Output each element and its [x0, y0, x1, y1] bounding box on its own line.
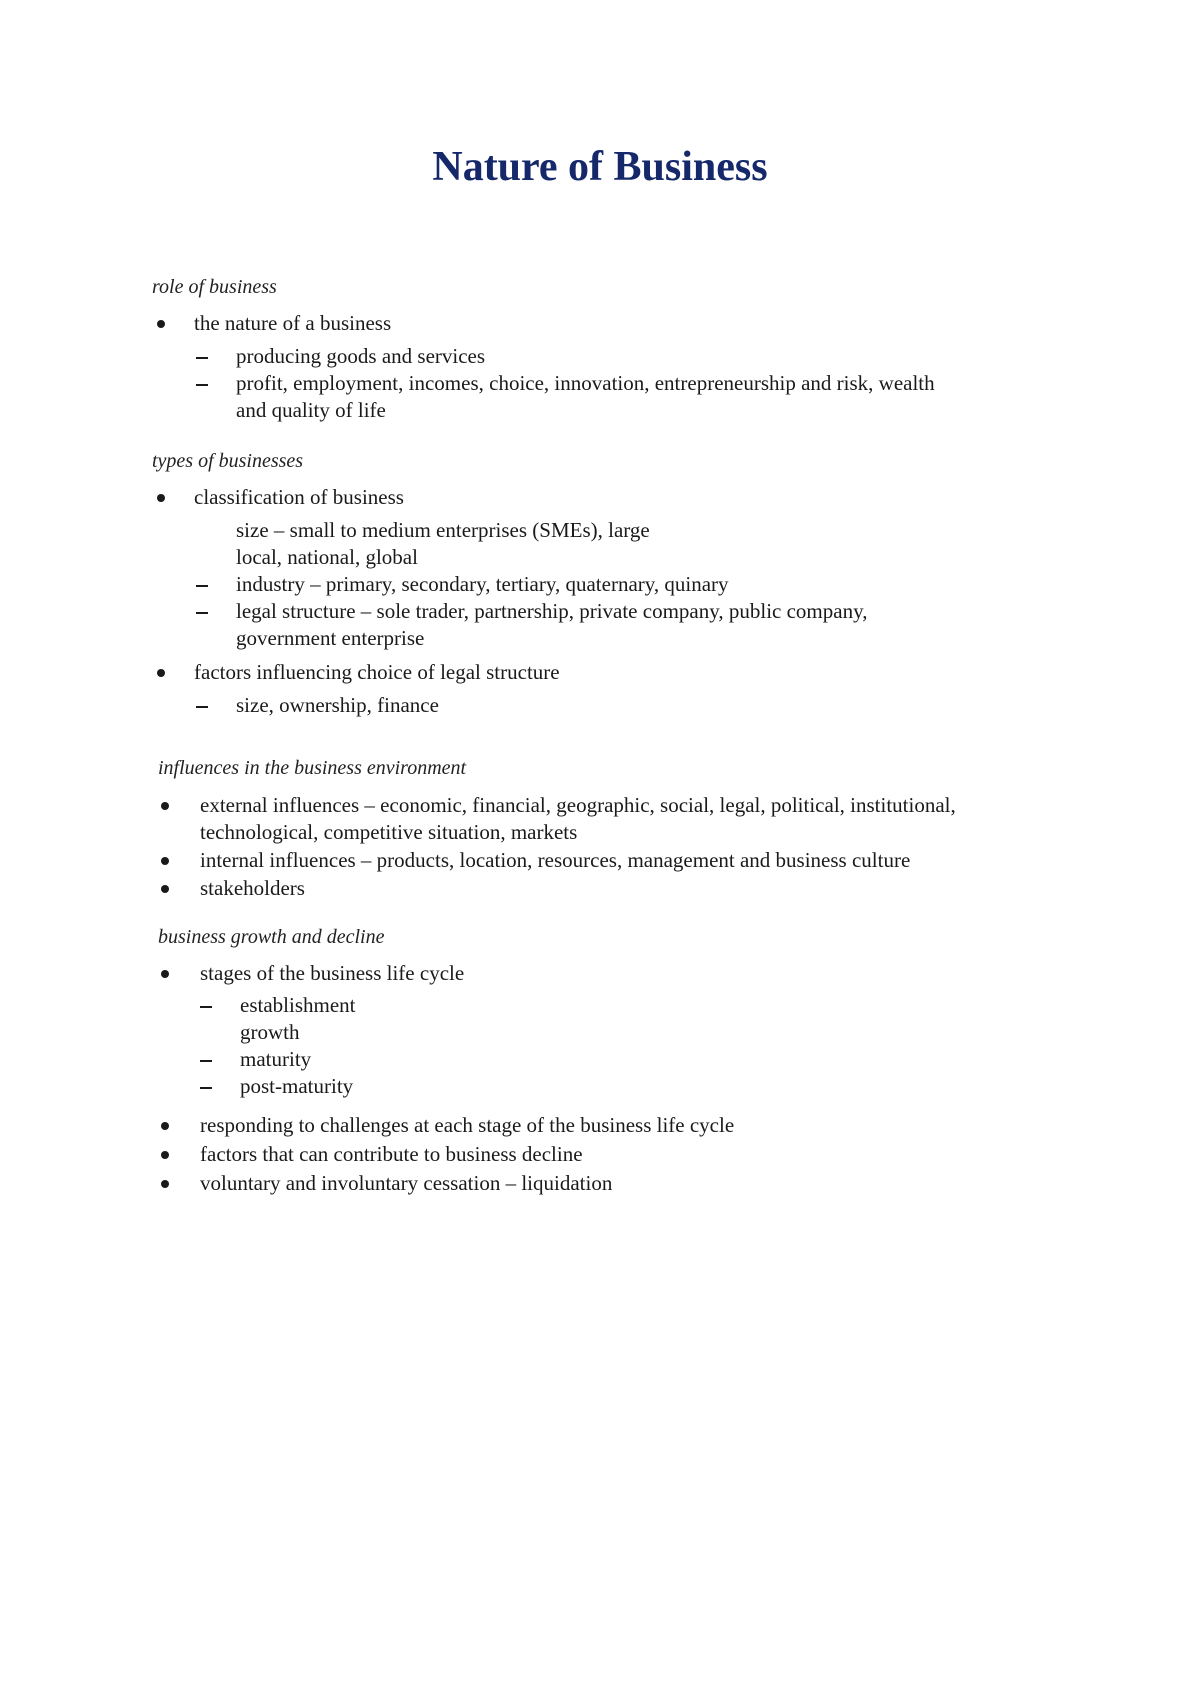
sub-list-item: local, national, global [236, 545, 418, 569]
dash-icon [196, 706, 208, 708]
bullet-icon [157, 669, 165, 677]
list-item: factors influencing choice of legal structure [194, 660, 560, 684]
bullet-icon [161, 1122, 169, 1130]
dash-icon [196, 384, 208, 386]
sub-list-item: size – small to medium enterprises (SMEs), large [236, 518, 650, 542]
section-heading: business growth and decline [158, 926, 385, 948]
bullet-icon [161, 857, 169, 865]
list-item: the nature of a business [194, 311, 392, 335]
sub-list-item: legal structure – sole trader, partnership, private company, public company, [236, 599, 868, 623]
bullet-icon [161, 970, 169, 978]
list-item: voluntary and involuntary cessation – liquidation [200, 1171, 613, 1195]
sub-list-item: size, ownership, finance [236, 693, 439, 717]
section-heading: role of business [152, 276, 277, 298]
list-item: external influences – economic, financial, geographic, social, legal, political, institutional, [200, 793, 956, 817]
dash-icon [196, 612, 208, 614]
dash-icon [200, 1060, 212, 1062]
bullet-icon [161, 885, 169, 893]
page-title: Nature of Business [432, 144, 768, 190]
dash-icon [200, 1006, 212, 1008]
sub-list-item-continuation: and quality of life [236, 398, 386, 422]
list-item: classification of business [194, 485, 404, 509]
sub-list-item: producing goods and services [236, 344, 486, 368]
sub-list-item: industry – primary, secondary, tertiary, quaternary, quinary [236, 572, 729, 596]
section-heading: influences in the business environment [158, 757, 467, 779]
list-item: stages of the business life cycle [200, 961, 465, 985]
list-item: internal influences – products, location, resources, management and business culture [200, 848, 911, 872]
list-item: responding to challenges at each stage of the business life cycle [200, 1113, 735, 1137]
dash-icon [196, 357, 208, 359]
sub-list-item: maturity [240, 1047, 312, 1071]
list-item: factors that can contribute to business decline [200, 1142, 583, 1166]
bullet-icon [161, 1151, 169, 1159]
sub-list-item: establishment [240, 993, 356, 1017]
list-item: stakeholders [200, 876, 305, 900]
sub-list-item: profit, employment, incomes, choice, innovation, entrepreneurship and risk, wealth [236, 371, 935, 395]
bullet-icon [161, 1180, 169, 1188]
section-heading: types of businesses [152, 450, 304, 472]
bullet-icon [157, 494, 165, 502]
sub-list-item: growth [240, 1020, 300, 1044]
dash-icon [200, 1087, 212, 1089]
sub-list-item-continuation: government enterprise [236, 626, 425, 650]
bullet-icon [161, 802, 169, 810]
bullet-icon [157, 320, 165, 328]
dash-icon [196, 585, 208, 587]
list-item-continuation: technological, competitive situation, markets [200, 820, 578, 844]
sub-list-item: post-maturity [240, 1074, 354, 1098]
